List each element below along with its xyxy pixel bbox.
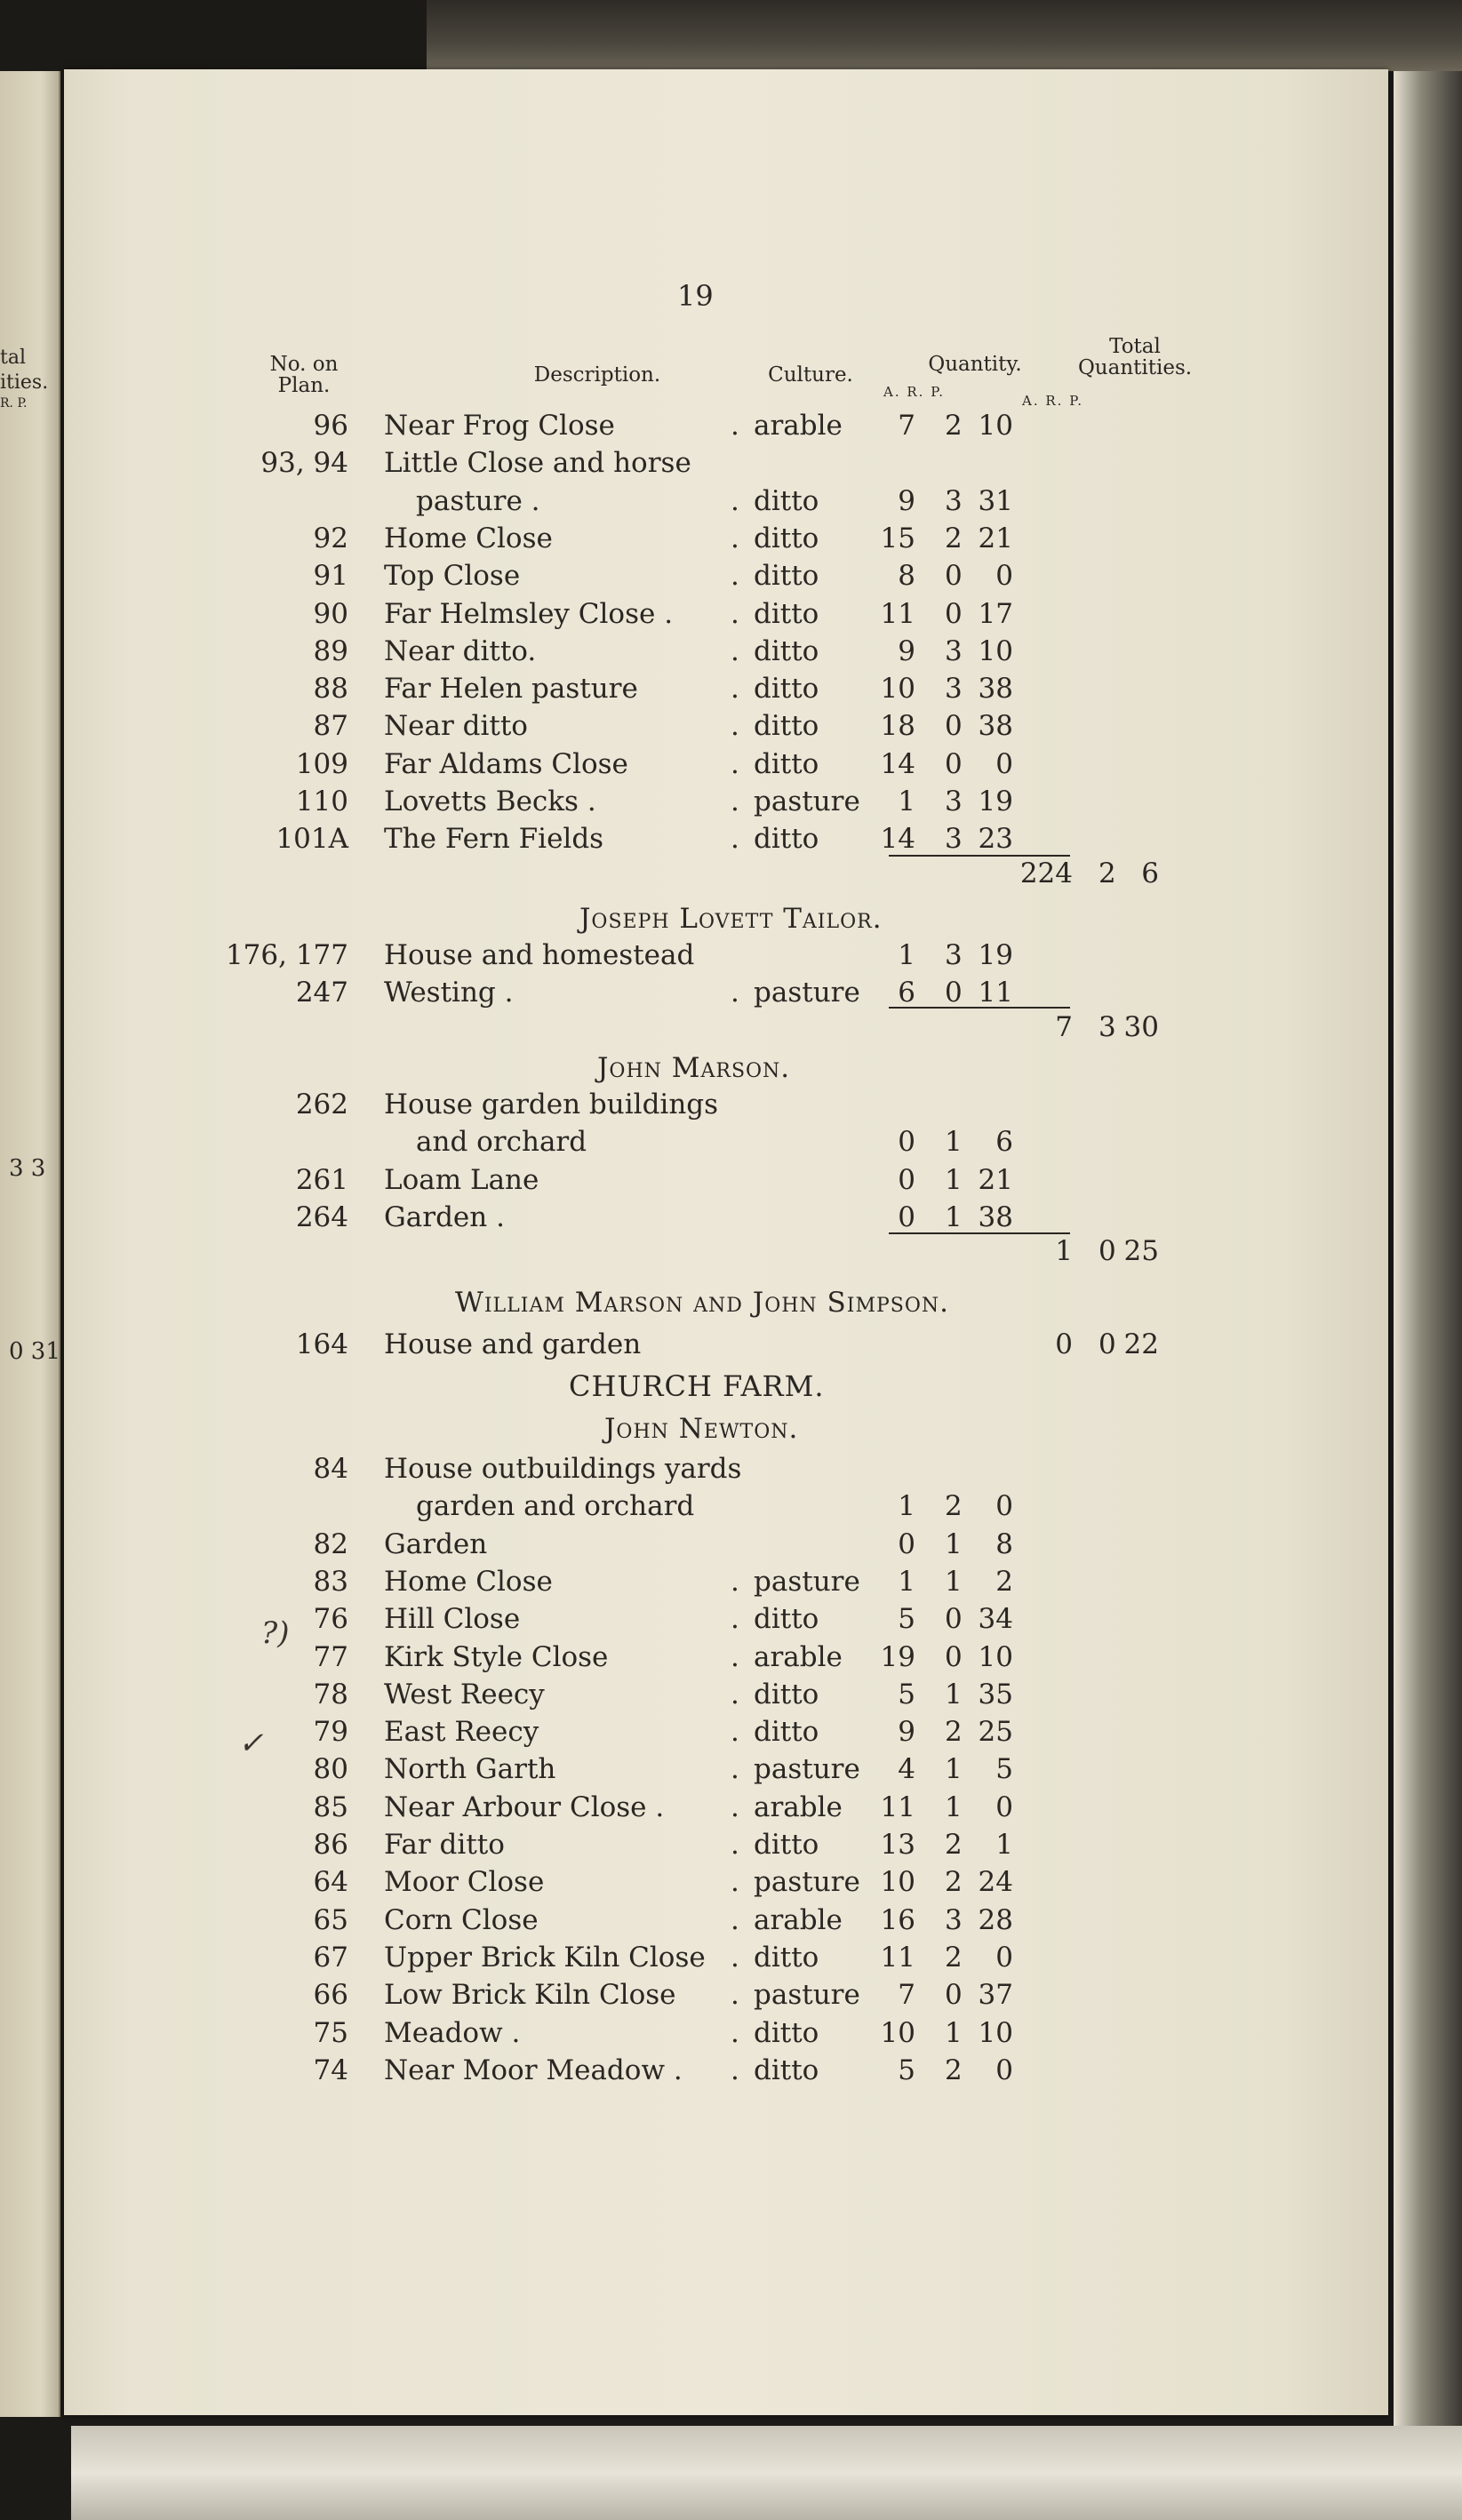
description-cell: House garden buildings bbox=[384, 1089, 719, 1120]
description-cell: Near Moor Meadow . bbox=[384, 2053, 683, 2086]
quantity-perches: 0 bbox=[995, 747, 1013, 780]
leader-dot: . bbox=[731, 823, 739, 856]
quantity-acres: 5 bbox=[898, 1678, 915, 1711]
total-perches: 6 bbox=[1141, 857, 1159, 889]
quantity-acres: 9 bbox=[898, 1716, 915, 1749]
quantity-roods: 3 bbox=[945, 1903, 963, 1936]
leader-dot: . bbox=[731, 1829, 739, 1861]
quantity-perches: 19 bbox=[978, 786, 1013, 817]
quantity-roods: 2 bbox=[945, 2053, 963, 2086]
plan-number: 80 bbox=[313, 1753, 348, 1786]
section-heading-william-marson: William Marson and John Simpson. bbox=[455, 1287, 949, 1319]
description-cell: Home Close bbox=[384, 522, 553, 554]
total-roods: 2 bbox=[1098, 857, 1116, 889]
margin-mark-question: ?) bbox=[261, 1615, 290, 1651]
description-cell: Moor Close bbox=[384, 1866, 545, 1899]
total-roods: 0 bbox=[1098, 1235, 1116, 1268]
plan-number: 66 bbox=[313, 1979, 348, 2012]
description-cell: House and garden bbox=[384, 1328, 642, 1360]
culture-cell: ditto bbox=[754, 597, 819, 630]
plan-number: 67 bbox=[313, 1941, 348, 1974]
page-number: 19 bbox=[677, 279, 714, 313]
quantity-perches: 17 bbox=[978, 597, 1013, 630]
header-quantity-units: A. R. P. bbox=[883, 384, 946, 400]
quantity-acres: 14 bbox=[880, 747, 915, 780]
plan-number: 247 bbox=[295, 977, 348, 1009]
quantity-roods: 2 bbox=[945, 1829, 963, 1861]
previous-page-edge bbox=[0, 71, 60, 2417]
quantity-acres: 10 bbox=[880, 2016, 915, 2049]
quantity-perches: 10 bbox=[978, 410, 1013, 442]
plan-number: 74 bbox=[313, 2053, 348, 2086]
culture-cell: pasture bbox=[754, 977, 860, 1009]
description-cell: House and homestead bbox=[384, 939, 695, 971]
plan-number: 101A bbox=[276, 823, 348, 856]
description-cell: Corn Close bbox=[384, 1903, 539, 1936]
quantity-acres: 10 bbox=[880, 673, 915, 706]
total-perches: 22 bbox=[1123, 1328, 1159, 1360]
total-acres: 7 bbox=[1055, 1010, 1073, 1043]
left-fragment-heading-a: tal bbox=[0, 347, 26, 369]
quantity-roods: 1 bbox=[945, 1678, 963, 1711]
quantity-roods: 3 bbox=[945, 823, 963, 856]
plan-number: 88 bbox=[313, 673, 348, 706]
plan-number: 109 bbox=[295, 747, 348, 780]
culture-cell: ditto bbox=[754, 484, 819, 517]
description-cell: Garden . bbox=[384, 1200, 505, 1233]
quantity-perches: 0 bbox=[995, 1790, 1013, 1823]
quantity-roods: 2 bbox=[945, 522, 963, 554]
leader-dot: . bbox=[731, 1753, 739, 1786]
description-cell: Kirk Style Close bbox=[384, 1640, 609, 1673]
book-top-edge bbox=[427, 0, 1462, 71]
quantity-roods: 3 bbox=[945, 786, 963, 817]
leader-dot: . bbox=[731, 710, 739, 743]
quantity-roods: 0 bbox=[945, 747, 963, 780]
leader-dot: . bbox=[731, 786, 739, 817]
plan-number: 261 bbox=[295, 1163, 348, 1196]
leader-dot: . bbox=[731, 1640, 739, 1673]
quantity-perches: 28 bbox=[978, 1903, 1013, 1936]
plan-number: 82 bbox=[313, 1527, 348, 1560]
quantity-roods: 0 bbox=[945, 560, 963, 593]
plan-number: 83 bbox=[313, 1565, 348, 1598]
header-no-on-plan: No. on Plan. bbox=[269, 353, 339, 398]
quantity-roods: 1 bbox=[945, 1753, 963, 1786]
leader-dot: . bbox=[731, 1790, 739, 1823]
section-heading-john-marson: John Marson. bbox=[597, 1052, 791, 1084]
total-acres: 1 bbox=[1055, 1235, 1073, 1268]
leader-dot: . bbox=[731, 673, 739, 706]
quantity-roods: 0 bbox=[945, 1640, 963, 1673]
quantity-perches: 0 bbox=[995, 2053, 1013, 2086]
left-fragment-heading-b: ities. bbox=[0, 371, 49, 394]
culture-cell: pasture bbox=[754, 1753, 860, 1786]
leader-dot: . bbox=[731, 597, 739, 630]
culture-cell: ditto bbox=[754, 2053, 819, 2086]
quantity-acres: 0 bbox=[898, 1527, 915, 1560]
plan-number: 262 bbox=[295, 1089, 348, 1120]
plan-number: 89 bbox=[313, 634, 348, 667]
book-bottom-edge bbox=[71, 2426, 1462, 2520]
culture-cell: pasture bbox=[754, 1866, 860, 1899]
leader-dot: . bbox=[731, 977, 739, 1009]
total-acres: 224 bbox=[1019, 857, 1073, 889]
description-cell: Lovetts Becks . bbox=[384, 786, 596, 817]
leader-dot: . bbox=[731, 1979, 739, 2012]
culture-cell: ditto bbox=[754, 522, 819, 554]
quantity-perches: 38 bbox=[978, 710, 1013, 743]
quantity-perches: 34 bbox=[978, 1603, 1013, 1636]
plan-number: 87 bbox=[313, 710, 348, 743]
quantity-perches: 2 bbox=[995, 1565, 1013, 1598]
quantity-roods: 3 bbox=[945, 484, 963, 517]
margin-tick-mark: ✓ bbox=[238, 1726, 264, 1761]
total-acres: 0 bbox=[1055, 1328, 1073, 1360]
description-cell: Top Close bbox=[384, 560, 521, 593]
culture-cell: ditto bbox=[754, 710, 819, 743]
quantity-perches: 35 bbox=[978, 1678, 1013, 1711]
quantity-perches: 5 bbox=[995, 1753, 1013, 1786]
description-cell: Near Frog Close bbox=[384, 410, 615, 442]
culture-cell: ditto bbox=[754, 673, 819, 706]
quantity-perches: 10 bbox=[978, 1640, 1013, 1673]
left-fragment-value-1: 3 3 bbox=[9, 1155, 46, 1182]
quantity-perches: 10 bbox=[978, 2016, 1013, 2049]
description-cell: East Reecy bbox=[384, 1716, 539, 1749]
leader-dot: . bbox=[731, 1941, 739, 1974]
culture-cell: ditto bbox=[754, 823, 819, 856]
description-cell: Loam Lane bbox=[384, 1163, 539, 1196]
quantity-perches: 21 bbox=[978, 1163, 1013, 1196]
quantity-perches: 11 bbox=[978, 977, 1013, 1009]
culture-cell: ditto bbox=[754, 1941, 819, 1974]
quantity-acres: 16 bbox=[880, 1903, 915, 1936]
farm-owner-heading: John Newton. bbox=[604, 1413, 799, 1445]
description-cell: Near Arbour Close . bbox=[384, 1790, 665, 1823]
culture-cell: pasture bbox=[754, 1565, 860, 1598]
culture-cell: ditto bbox=[754, 1603, 819, 1636]
quantity-acres: 1 bbox=[898, 1490, 915, 1523]
description-cell: Far ditto bbox=[384, 1829, 505, 1861]
description-cell: Little Close and horse bbox=[384, 447, 691, 480]
quantity-perches: 0 bbox=[995, 560, 1013, 593]
quantity-acres: 5 bbox=[898, 1603, 915, 1636]
description-cell: Garden bbox=[384, 1527, 488, 1560]
leader-dot: . bbox=[731, 484, 739, 517]
quantity-roods: 1 bbox=[945, 1126, 963, 1159]
quantity-perches: 38 bbox=[978, 673, 1013, 706]
quantity-perches: 21 bbox=[978, 522, 1013, 554]
total-perches: 25 bbox=[1123, 1235, 1159, 1268]
leader-dot: . bbox=[731, 560, 739, 593]
left-fragment-value-2: 0 31 bbox=[9, 1338, 60, 1365]
quantity-perches: 6 bbox=[995, 1126, 1013, 1159]
description-cell: House outbuildings yards bbox=[384, 1453, 742, 1485]
section-heading-joseph-lovett: Joseph Lovett Tailor. bbox=[579, 903, 883, 935]
quantity-acres: 10 bbox=[880, 1866, 915, 1899]
description-cell: Home Close bbox=[384, 1565, 553, 1598]
description-cell: and orchard bbox=[416, 1126, 587, 1159]
description-cell: garden and orchard bbox=[416, 1490, 695, 1523]
description-cell: Far Helmsley Close . bbox=[384, 597, 674, 630]
quantity-perches: 8 bbox=[995, 1527, 1013, 1560]
subtotal-rule bbox=[889, 1232, 1070, 1234]
leader-dot: . bbox=[731, 2053, 739, 2086]
quantity-perches: 38 bbox=[978, 1200, 1013, 1233]
quantity-roods: 0 bbox=[945, 977, 963, 1009]
quantity-roods: 0 bbox=[945, 597, 963, 630]
quantity-acres: 4 bbox=[898, 1753, 915, 1786]
culture-cell: arable bbox=[754, 410, 843, 442]
description-cell: North Garth bbox=[384, 1753, 556, 1786]
quantity-perches: 37 bbox=[978, 1979, 1013, 2012]
quantity-perches: 10 bbox=[978, 634, 1013, 667]
quantity-roods: 0 bbox=[945, 1979, 963, 2012]
quantity-acres: 14 bbox=[880, 823, 915, 856]
header-quantity: Quantity. bbox=[928, 353, 1022, 376]
quantity-acres: 5 bbox=[898, 2053, 915, 2086]
leader-dot: . bbox=[731, 1565, 739, 1598]
quantity-acres: 11 bbox=[880, 597, 915, 630]
plan-number: 86 bbox=[313, 1829, 348, 1861]
quantity-acres: 11 bbox=[880, 1790, 915, 1823]
header-culture: Culture. bbox=[768, 363, 853, 387]
quantity-roods: 2 bbox=[945, 1866, 963, 1899]
quantity-acres: 8 bbox=[898, 560, 915, 593]
plan-number: 92 bbox=[313, 522, 348, 554]
leader-dot: . bbox=[731, 1903, 739, 1936]
plan-number: 264 bbox=[295, 1200, 348, 1233]
header-description: Description. bbox=[533, 363, 661, 387]
plan-number: 93, 94 bbox=[260, 447, 348, 480]
quantity-roods: 1 bbox=[945, 1163, 963, 1196]
plan-number: 85 bbox=[313, 1790, 348, 1823]
plan-number: 76 bbox=[313, 1603, 348, 1636]
quantity-perches: 31 bbox=[978, 484, 1013, 517]
quantity-roods: 2 bbox=[945, 1716, 963, 1749]
quantity-acres: 19 bbox=[880, 1640, 915, 1673]
leader-dot: . bbox=[731, 747, 739, 780]
quantity-roods: 1 bbox=[945, 1527, 963, 1560]
quantity-acres: 1 bbox=[898, 939, 915, 971]
leader-dot: . bbox=[731, 1716, 739, 1749]
culture-cell: arable bbox=[754, 1903, 843, 1936]
quantity-acres: 0 bbox=[898, 1126, 915, 1159]
quantity-roods: 3 bbox=[945, 634, 963, 667]
quantity-perches: 0 bbox=[995, 1941, 1013, 1974]
quantity-acres: 13 bbox=[880, 1829, 915, 1861]
description-cell: Near ditto. bbox=[384, 634, 537, 667]
plan-number: 84 bbox=[313, 1453, 348, 1485]
quantity-perches: 23 bbox=[978, 823, 1013, 856]
description-cell: Westing . bbox=[384, 977, 514, 1009]
culture-cell: pasture bbox=[754, 786, 860, 817]
quantity-acres: 1 bbox=[898, 1565, 915, 1598]
description-cell: The Fern Fields bbox=[384, 823, 604, 856]
plan-number: 90 bbox=[313, 597, 348, 630]
quantity-roods: 1 bbox=[945, 1200, 963, 1233]
header-total-units: A. R. P. bbox=[1022, 393, 1084, 409]
quantity-acres: 1 bbox=[898, 786, 915, 817]
culture-cell: ditto bbox=[754, 560, 819, 593]
culture-cell: arable bbox=[754, 1790, 843, 1823]
description-cell: Low Brick Kiln Close bbox=[384, 1979, 676, 2012]
leader-dot: . bbox=[731, 410, 739, 442]
quantity-roods: 0 bbox=[945, 710, 963, 743]
quantity-roods: 1 bbox=[945, 1790, 963, 1823]
quantity-perches: 24 bbox=[978, 1866, 1013, 1899]
description-cell: pasture . bbox=[416, 484, 540, 517]
quantity-roods: 3 bbox=[945, 673, 963, 706]
leader-dot: . bbox=[731, 1603, 739, 1636]
quantity-acres: 0 bbox=[898, 1163, 915, 1196]
quantity-perches: 0 bbox=[995, 1490, 1013, 1523]
leader-dot: . bbox=[731, 1678, 739, 1711]
quantity-acres: 9 bbox=[898, 484, 915, 517]
description-cell: West Reecy bbox=[384, 1678, 545, 1711]
plan-number: 164 bbox=[295, 1328, 348, 1360]
culture-cell: ditto bbox=[754, 1678, 819, 1711]
plan-number: 96 bbox=[313, 410, 348, 442]
quantity-perches: 1 bbox=[995, 1829, 1013, 1861]
quantity-acres: 7 bbox=[898, 410, 915, 442]
plan-number: 110 bbox=[295, 786, 348, 817]
culture-cell: ditto bbox=[754, 634, 819, 667]
quantity-acres: 7 bbox=[898, 1979, 915, 2012]
description-cell: Hill Close bbox=[384, 1603, 521, 1636]
subtotal-rule bbox=[889, 855, 1070, 857]
book-right-edge bbox=[1394, 71, 1462, 2435]
quantity-acres: 0 bbox=[898, 1200, 915, 1233]
plan-number: 79 bbox=[313, 1716, 348, 1749]
quantity-roods: 0 bbox=[945, 1603, 963, 1636]
quantity-perches: 25 bbox=[978, 1716, 1013, 1749]
culture-cell: ditto bbox=[754, 1829, 819, 1861]
description-cell: Upper Brick Kiln Close bbox=[384, 1941, 706, 1974]
total-roods: 3 bbox=[1098, 1010, 1116, 1043]
description-cell: Far Aldams Close bbox=[384, 747, 628, 780]
total-perches: 30 bbox=[1123, 1010, 1159, 1043]
farm-heading: CHURCH FARM. bbox=[569, 1369, 825, 1403]
plan-number: 75 bbox=[313, 2016, 348, 2049]
quantity-acres: 15 bbox=[880, 522, 915, 554]
quantity-roods: 1 bbox=[945, 2016, 963, 2049]
quantity-roods: 2 bbox=[945, 1490, 963, 1523]
plan-number: 176, 177 bbox=[225, 939, 348, 971]
plan-number: 78 bbox=[313, 1678, 348, 1711]
quantity-acres: 6 bbox=[898, 977, 915, 1009]
plan-number: 64 bbox=[313, 1866, 348, 1899]
quantity-roods: 3 bbox=[945, 939, 963, 971]
description-cell: Near ditto bbox=[384, 710, 528, 743]
culture-cell: arable bbox=[754, 1640, 843, 1673]
total-roods: 0 bbox=[1098, 1328, 1116, 1360]
left-fragment-heading-c: R. P. bbox=[0, 396, 28, 411]
culture-cell: ditto bbox=[754, 2016, 819, 2049]
quantity-roods: 1 bbox=[945, 1565, 963, 1598]
culture-cell: pasture bbox=[754, 1979, 860, 2012]
culture-cell: ditto bbox=[754, 747, 819, 780]
leader-dot: . bbox=[731, 634, 739, 667]
plan-number: 65 bbox=[313, 1903, 348, 1936]
leader-dot: . bbox=[731, 1866, 739, 1899]
subtotal-rule bbox=[889, 1007, 1070, 1009]
leader-dot: . bbox=[731, 2016, 739, 2049]
quantity-acres: 9 bbox=[898, 634, 915, 667]
description-cell: Far Helen pasture bbox=[384, 673, 638, 706]
quantity-acres: 18 bbox=[880, 710, 915, 743]
quantity-roods: 2 bbox=[945, 1941, 963, 1974]
quantity-perches: 19 bbox=[978, 939, 1013, 971]
document-page bbox=[64, 69, 1388, 2415]
leader-dot: . bbox=[731, 522, 739, 554]
plan-number: 77 bbox=[313, 1640, 348, 1673]
description-cell: Meadow . bbox=[384, 2016, 521, 2049]
culture-cell: ditto bbox=[754, 1716, 819, 1749]
header-total-quantities: Total Quantities. bbox=[1077, 335, 1193, 380]
plan-number: 91 bbox=[313, 560, 348, 593]
quantity-roods: 2 bbox=[945, 410, 963, 442]
quantity-acres: 11 bbox=[880, 1941, 915, 1974]
